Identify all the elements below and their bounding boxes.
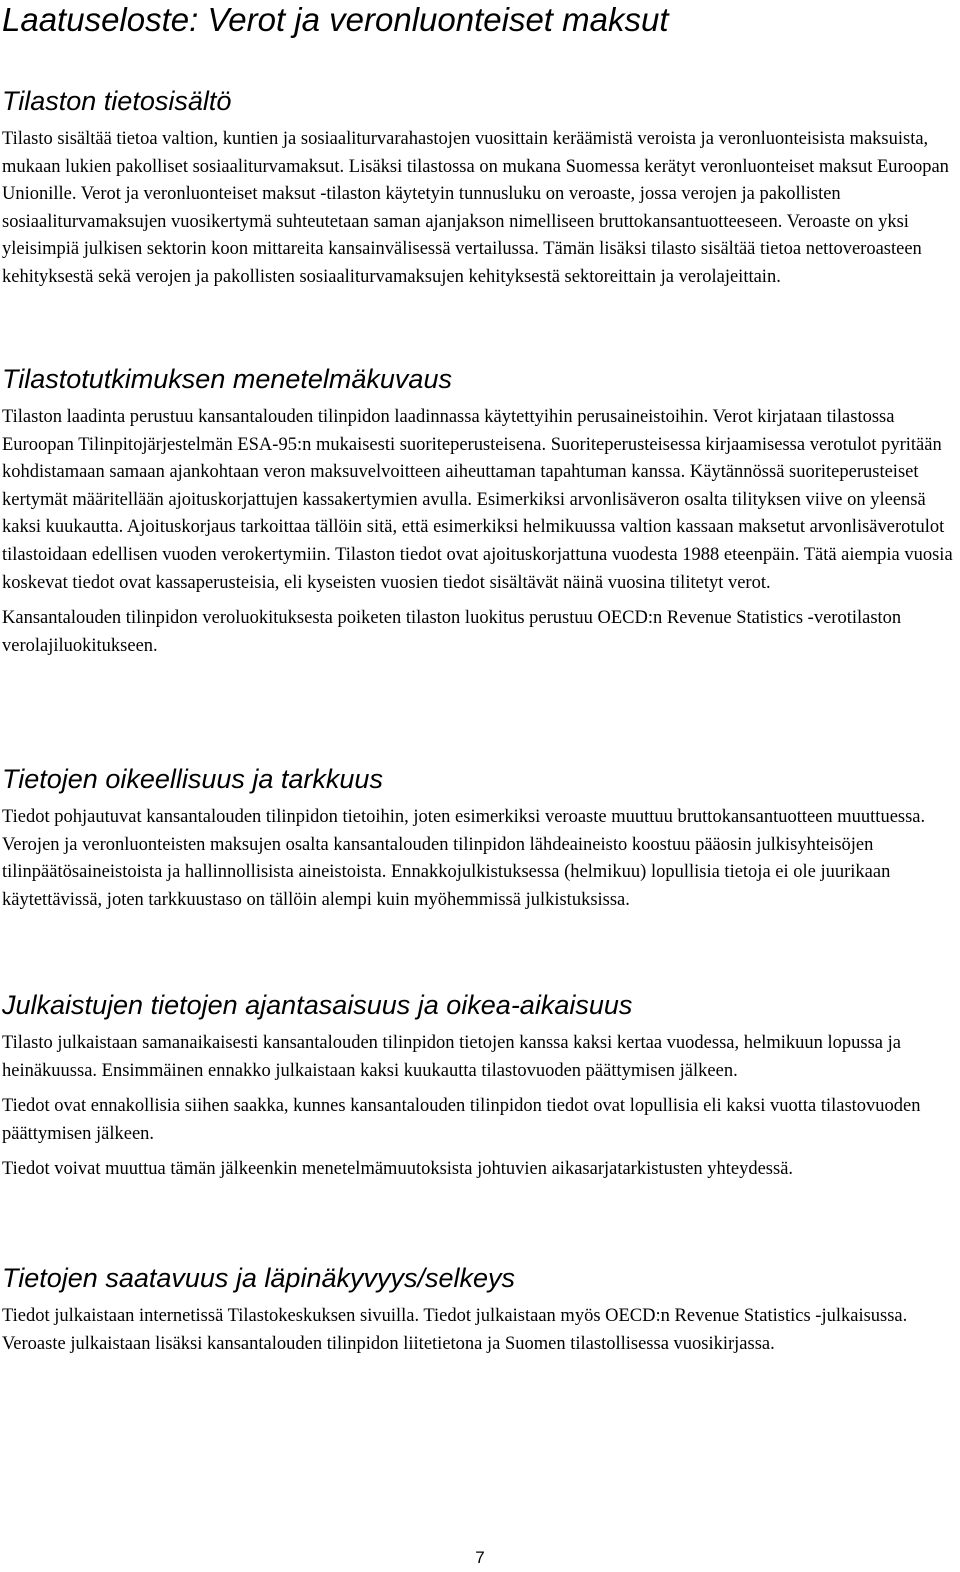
section-paragraph: Kansantalouden tilinpidon veroluokituksesta poiketen tilaston luokitus perustuu OECD:n Revenue Statistics -verotilaston verolajiluokitukseen. [2,608,902,656]
document-title: Laatuseloste: Verot ja veronluonteiset maksut [2,1,669,38]
section-paragraph: Tiedot pohjautuvat kansantalouden tilinpidon tietoihin, joten esimerkiksi veroaste muuttuu bruttokansantuotteen muuttuessa. Verojen ja veronluonteisten maksujen osalta kansantalouden tilinpidon lähdeaineisto koostuu pääosin julkisyhteisöjen tilinpäätösaineistoista ja hallinnollisista aineistoista. Ennakkojulkistuksessa (helmikuu) lopullisia tietoja ei ole juurikaan käytettävissä, joten tarkkuustaso on tällöin alempi kuin myöhemmissä julkistuksissa. [2,807,926,910]
section-heading: Tietojen oikeellisuus ja tarkkuus [2,764,383,794]
section-heading: Tietojen saatavuus ja läpinäkyvyys/selkeys [2,1263,516,1293]
section-paragraph: Tiedot voivat muuttua tämän jälkeenkin menetelmämuutoksista johtuvien aikasarjatarkistusten yhteydessä. [2,1159,794,1180]
section-ajantasaisuus [2,988,958,1192]
section-heading: Julkaistujen tietojen ajantasaisuus ja oikea-aikaisuus [2,990,633,1020]
section-oikeellisuus [2,762,958,922]
section-paragraph: Tiedot ovat ennakollisia siihen saakka, kunnes kansantalouden tilinpidon tiedot ovat lopullisia eli kaksi vuotta tilastovuoden päättymisen jälkeen. [2,1096,921,1144]
section-paragraph: Tiedot julkaistaan internetissä Tilastokeskuksen sivuilla. Tiedot julkaistaan myös OECD:n Revenue Statistics -julkaisussa. Veroaste julkaistaan lisäksi kansantalouden tilinpidon liitetietona ja Suomen tilastollisessa vuosikirjassa. [2,1306,908,1354]
section-menetelmakuvaus [2,362,958,668]
section-heading: Tilaston tietosisältö [2,86,232,116]
section-paragraph: Tilaston laadinta perustuu kansantalouden tilinpidon laadinnassa käytettyihin perusaineistoihin. Verot kirjataan tilastossa Euroopan Tilinpitojärjestelmän ESA-95:n mukaisesti suoriteperusteisena. Suoriteperusteisessa kirjaamisessa verotulot pyritään kohdistamaan samaan ajankohtaan veron maksuvelvoitteen aiheuttaman tapahtuman kanssa. Käytännössä suoriteperusteiset kertymät määritellään ajoituskorjattujen kassakertymien avulla. Esimerkiksi arvonlisäveron osalta tilityksen viive on yleensä kaksi kuukautta. Ajoituskorjaus tarkoittaa tällöin sitä, että esimerkiksi helmikuussa valtion kassaan maksetut arvonlisäverotulot tilastoidaan edellisen vuoden verokertymiin. Tilaston tiedot ovat ajoituskorjattuna vuodesta 1988 eteenpäin. Tätä aiempia vuosia koskevat tiedot ovat kassaperusteisia, eli kyseisten vuosien tiedot sisältävät näinä vuosina tilitetyt verot. [2,407,953,593]
section-paragraph: Tilasto sisältää tietoa valtion, kuntien ja sosiaaliturvarahastojen vuosittain keräämistä veroista ja veronluonteisista maksuista, mukaan lukien pakolliset sosiaaliturvamaksut. Lisäksi tilastossa on mukana Suomessa kerätyt veronluonteiset maksut Euroopan Unionille. Verot ja veronluonteiset maksut -tilaston käytetyin tunnusluku on veroaste, jossa verojen ja pakollisten sosiaaliturvamaksujen vuosikertymä suhteutetaan saman ajanjakson nimelliseen bruttokansantuotteeseen. Veroaste on yksi yleisimpiä julkisen sektorin koon mittareita kansainvälisessä vertailussa. Tämän lisäksi tilasto sisältää tietoa nettoveroasteen kehityksestä sekä verojen ja pakollisten sosiaaliturvamaksujen kehityksestä sektoreittain ja verolajeittain. [2,129,949,287]
section-paragraph: Tilasto julkaistaan samanaikaisesti kansantalouden tilinpidon tietojen kanssa kaksi kertaa vuodessa, helmikuun lopussa ja heinäkuussa. Ensimmäinen ennakko julkaistaan kaksi kuukautta tilastovuoden päättymisen jälkeen. [2,1033,901,1081]
section-saatavuus [2,1261,958,1366]
section-heading: Tilastotutkimuksen menetelmäkuvaus [2,364,452,394]
page-number: 7 [475,1548,485,1567]
section-tietosisalto [2,84,958,300]
